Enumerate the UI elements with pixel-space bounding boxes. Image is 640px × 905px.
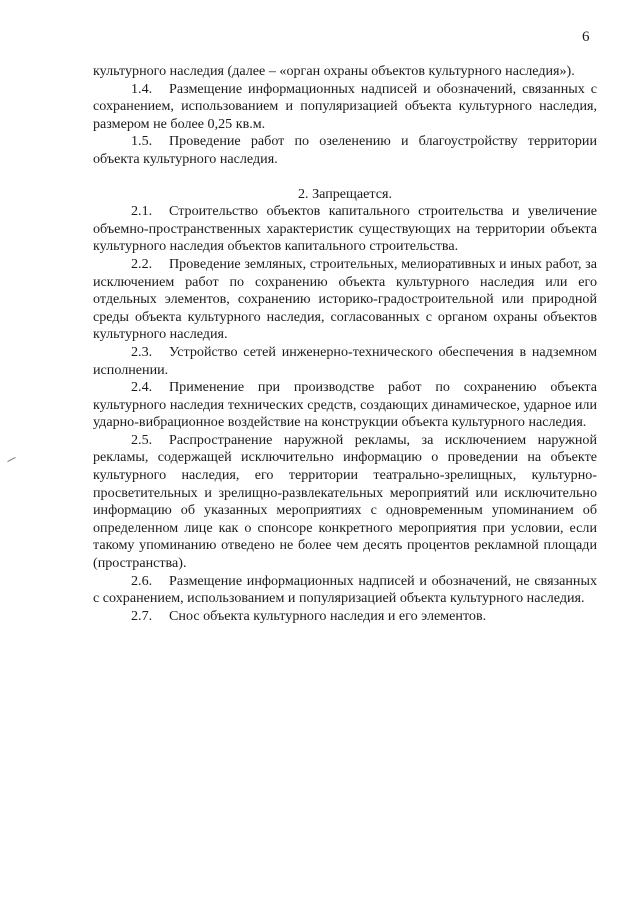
clause-number: 2.4. (131, 379, 153, 396)
clause-number: 2.1. (131, 203, 153, 220)
clause-number: 1.4. (131, 80, 153, 97)
clause-2-7 (93, 608, 597, 626)
clause-number: 1.5. (131, 133, 153, 150)
clause-text: Проведение работ по озеленению и благоустройству территории объекта культурного наследия. (93, 133, 597, 167)
clause-text: Применение при производстве работ по сохранению объекта культурного наследия технических средств, создающих динамическое, ударное или ударно-вибрационное воздействие на конструкции объекта культурного наследия. (93, 379, 597, 431)
clause-2-1 (93, 203, 597, 256)
page-number: 6 (582, 29, 590, 45)
clause-text: Размещение информационных надписей и обозначений, не связанных с сохранением, использованием и популяризацией объекта культурного наследия. (93, 572, 597, 607)
clause-number: 2.7. (131, 607, 153, 624)
document-body (93, 63, 597, 625)
clause-2-4 (93, 379, 597, 432)
clause-text: Распространение наружной рекламы, за исключением наружной рекламы, содержащей исключительно информацию о проведении на объекте культурного наследия, его территории театрально-зрелищных, культурно-просветительных и зрелищно-развлекательных мероприятий или исключительно информацию об указанных мероприятиях с одновременным упоминанием об определенном лице как о спонсоре конкретного мероприятия при условии, если такому упоминанию отведено не более чем десять процентов рекламной площади (пространства). (93, 431, 597, 572)
clause-text: Устройство сетей инженерно-технического обеспечения в надземном исполнении. (93, 343, 597, 378)
clause-text: Проведение земляных, строительных, мелиоративных и иных работ, за исключением работ по сохранению объекта культурного наследия или его отдельных элементов, сохранению историко-градостроительной или природной среды объекта культурного наследия, согласованных с органом охраны объектов культурного наследия. (93, 255, 597, 343)
clause-number: 2.5. (131, 431, 153, 448)
clause-1-5 (93, 133, 597, 168)
section-heading: 2. Запрещается. (297, 185, 393, 202)
clause-number: 2.6. (131, 572, 153, 589)
clause-2-6 (93, 573, 597, 608)
clause-text: Снос объекта культурного наследия и его элементов. (169, 607, 487, 624)
scan-mark (7, 457, 15, 462)
clause-2-3 (93, 344, 597, 379)
clause-1-4 (93, 81, 597, 134)
clause-text: Размещение информационных надписей и обозначений, связанных с сохранением, использованием и популяризацией объекта культурного наследия, размером не более 0,25 кв.м. (93, 80, 597, 132)
clause-number: 2.3. (131, 343, 153, 360)
clause-number: 2.2. (131, 255, 153, 272)
clause-2-5 (93, 432, 597, 573)
continuation-paragraph: культурного наследия (далее – «орган охраны объектов культурного наследия»). (93, 63, 575, 79)
clause-text: Строительство объектов капитального строительства и увеличение объемно-пространственных характеристик существующих на территории объекта культурного наследия объектов капитального строительства. (93, 203, 597, 255)
clause-2-2 (93, 256, 597, 344)
